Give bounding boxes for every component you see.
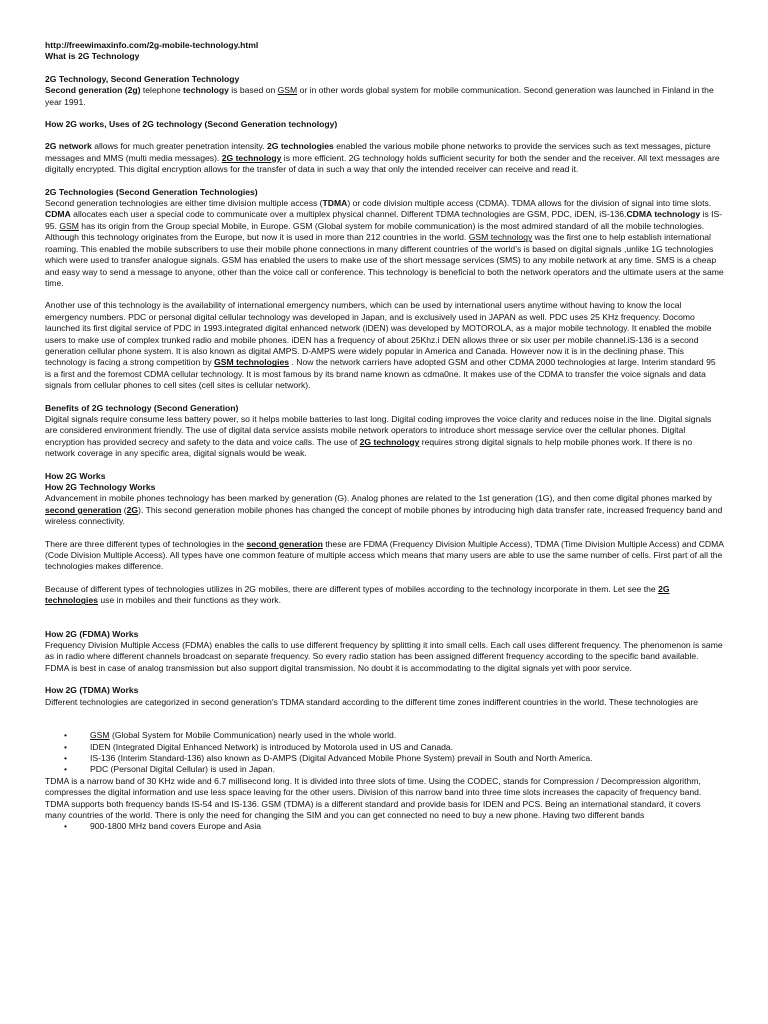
- text-run: Second generation technologies are either time division multiple access (: [45, 198, 323, 209]
- text-run: . Now the network carriers have adopted GSM and other CDMA 2000 technologies at large. Interim standard 95 is a first and the foremost CDMA cellular technology. It is most famous by its brand name known as cdma0ne. It makes use of the CDMA to transfer the voice signals and data signals from cellular phones to cell sites (cell sites is cellular network).: [45, 357, 716, 391]
- link-gsm-technology[interactable]: GSM technology: [468, 232, 533, 243]
- section-heading-benefits: Benefits of 2G technology (Second Generation): [45, 402, 239, 413]
- bold-term: 2G technologies: [266, 141, 334, 152]
- bold-term: TDMA: [322, 198, 348, 209]
- text-run: There are three different types of technologies in the: [45, 538, 247, 549]
- link-gsm[interactable]: GSM: [277, 85, 298, 96]
- paragraph-tdma-intro: Different technologies are categorized in second generation’s TDMA standard according to the different time zones indifferent countries in the world. These technologies are: [45, 696, 699, 707]
- bold-term: 2G network: [45, 141, 92, 152]
- bands-list: [45, 821, 724, 832]
- text-run: Another use of this technology is the availability of international emergency numbers, which can be used by international users anytime without having to know the local emergency numbers. PDC or personal digital cellular technology was developed in Japan, and is exclusively used in JAPAN as well. PDC uses 25 KHz frequency. Docomo launched its first digital service of PDC in 1993.integrated digital enhanced network (iDEN) was developed by MOTOROLA, as a major mobile technology. It enabled the mobile users to make use of complex trunked radio and mobile phones. iDEN has a frequency of about 25Khz.i DEN allows three or six user per mobile channel.iS-136 is a second generation cellular phone system. It is also known as digital AMPS. D-AMPS were widely popular in America and Canada. However now it is in the declining phase. This technology is facing a strong competition by: [45, 300, 712, 368]
- paragraph-intro: [45, 85, 724, 108]
- link-2g-technology[interactable]: 2G technology: [221, 152, 282, 163]
- section-heading-2g-technologies: 2G Technologies (Second Generation Technologies): [45, 186, 258, 197]
- text-run: allocates each user a special code to communicate over a multiplex physical channel. Different TDMA technologies are GSM, PDC, iDEN, iS-136.: [70, 209, 627, 220]
- section-heading-how-2g-works-uses: How 2G works, Uses of 2G technology (Second Generation technology): [45, 119, 338, 130]
- section-heading-how-2g-works: How 2G Works: [45, 470, 106, 481]
- bold-term: CDMA: [45, 209, 71, 220]
- text-run: ) or code division multiple access (CDMA). TDMA allows for the division of signal into time slots.: [347, 198, 712, 209]
- link-second-generation[interactable]: second generation: [45, 504, 122, 515]
- bold-term: CDMA technology: [626, 209, 701, 220]
- bold-term: Second generation (2g): [45, 85, 141, 96]
- link-2g[interactable]: 2G: [126, 504, 139, 515]
- list-item: • IDEN (Integrated Digital Enhanced Network) is introduced by Motorola used in US and Canada.: [45, 742, 724, 753]
- section-heading-how-2g-technology-works: How 2G Technology Works: [45, 482, 156, 492]
- text-run: ). This second generation mobile phones has changed the concept of mobile phones by introducing high data transfer rate, increased frequency band and wireless connectivity.: [45, 504, 723, 527]
- text-run: enabled the various mobile phone networks to provide the services such as text messages, picture messages and MMS (multi media messages).: [45, 141, 711, 163]
- link-2g-technology[interactable]: 2G technology: [359, 436, 420, 447]
- paragraph-tdma-band: TDMA is a narrow band of 30 KHz wide and 6.7 millisecond long. It is divided into three slots of time. Using the CODEC, stands for Compression / Decompression algorithm, compresses the digital information and use less space leaving for the other users. Division of this narrow band into three time slots increases the capacity of frequency band. TDMA supports both frequency bands IS-54 and IS-136. GSM (TDMA) is a different standard and provide basis for IDEN and PCS. Being an international standard, it covers many countries of the world. There is only the need for changing the SIM and you can get connected no need to buy a new phone. Having two different bands: [45, 775, 702, 820]
- section-heading-fdma: How 2G (FDMA) Works: [45, 628, 139, 639]
- text-run: was the first one to help establish international roaming. This enabled the mobile subscribers to use their mobile phone connections in many different countries of the world’s is based on digital signals ,unlike 1G technologies which were used to transfer analogue signals. GSM has enabled the users to make use of the short message services (SMS) to any mobile network at any time. SMS is a cheap and easy way to send a message to anyone, other than the voice call or conference. This technology is beneficial to both the network operators and the ultimate users at the same time.: [45, 232, 724, 288]
- paragraph-2g-technologies: [45, 198, 724, 289]
- paragraph-types-of-mobiles: [45, 584, 724, 607]
- section-heading-2g-technology: 2G Technology, Second Generation Technology: [45, 73, 240, 84]
- list-item: [45, 730, 724, 741]
- text-run: is based on: [228, 85, 278, 96]
- text-run: Digital signals require consume less battery power, so it helps mobile batteries to last long. Digital coding improves the voice clarity and reduces noise in the line. Digital signals are considered environment friendly. The use of digital data service assists mobile network operators to introduce short message service over the cellular phones. Digital encryption has provided secrecy and safety to the data and voice calls. The use of: [45, 413, 712, 447]
- paragraph-emergency-numbers: [45, 300, 724, 391]
- text-run: has its origin from the Group special Mobile, in Europe. GSM (Global system for mobile communication) is the most admired standard of all the mobile technologies. Although this technology originates from the Europe, but now it is used in more than 212 countries in the world.: [45, 220, 705, 243]
- text-run: these are FDMA (Frequency Division Multiple Access), TDMA (Time Division Multiple Access) and CDMA (Code Division Multiple Access). All types have one common feature of multiple access which means that many users are able to use the same number of cells. First part of all the technologies makes difference.: [45, 538, 724, 572]
- page-title: What is 2G Technology: [45, 51, 140, 62]
- text-run: (: [121, 504, 127, 515]
- link-second-generation[interactable]: second generation: [246, 538, 323, 549]
- paragraph-2g-network: [45, 141, 724, 175]
- paragraph-benefits: [45, 414, 724, 460]
- bold-term: technology: [183, 85, 229, 96]
- text-run: or in other words global system for mobile communication. Second generation was launched in Finland in the year 1991.: [45, 85, 714, 107]
- text-run: Advancement in mobile phones technology has been marked by generation (G). Analog phones are related to the 1st generation (1G), and then come digital phones marked by: [45, 493, 712, 504]
- paragraph-fdma: Frequency Division Multiple Access (FDMA) enables the calls to use different frequency by splitting it into small cells. Each call uses different frequency. The phenomenon is same as in radio where different channels broadcast on separate frequency. So every radio station has been assigned different frequency according to the specific band available. FDMA is best in case of analog transmission but also support digital transmission. No doubt it is accommodating to the digital signals yet with poor service.: [45, 640, 723, 673]
- link-2g-technologies[interactable]: 2G technologies: [45, 583, 670, 606]
- list-item: • 900-1800 MHz band covers Europe and Asia: [45, 821, 724, 832]
- tdma-technologies-list: [45, 730, 724, 776]
- text-run: telephone: [140, 85, 184, 96]
- list-item: • IS-136 (Interim Standard-136) also known as D-AMPS (Digital Advanced Mobile Phone System) prevail in South and North America.: [45, 753, 724, 764]
- link-gsm[interactable]: GSM: [90, 730, 110, 741]
- source-url[interactable]: http://freewimaxinfo.com/2g-mobile-technology.html: [45, 40, 259, 50]
- text-run: use in mobiles and their functions as they work.: [98, 595, 281, 606]
- section-heading-tdma: How 2G (TDMA) Works: [45, 685, 139, 696]
- paragraph-advancement: [45, 493, 724, 527]
- text-run: (Global System for Mobile Communication) nearly used in the whole world.: [109, 730, 397, 741]
- text-run: is IS-95.: [45, 209, 723, 231]
- text-run: allows for much greater penetration intensity.: [91, 141, 267, 152]
- list-item: • PDC (Personal Digital Cellular) is used in Japan.: [45, 764, 724, 775]
- text-run: is more efficient. 2G technology holds sufficient security for both the sender and the receiver. All text messages are digitally encrypted. This digital encryption allows for the transfer of data in such a way that only the intended receiver can receive and read it.: [45, 152, 720, 175]
- text-run: Because of different types of technologies utilizes in 2G mobiles, there are different types of mobiles according to the technology incorporate in them. Let see the: [45, 583, 659, 594]
- link-gsm-technologies[interactable]: GSM technologies: [214, 357, 290, 368]
- text-run: requires strong digital signals to help mobile phones work. If there is no network coverage in any specific area, digital signals would be weak.: [45, 436, 693, 459]
- paragraph-three-technologies: [45, 539, 724, 573]
- link-gsm[interactable]: GSM: [59, 220, 79, 231]
